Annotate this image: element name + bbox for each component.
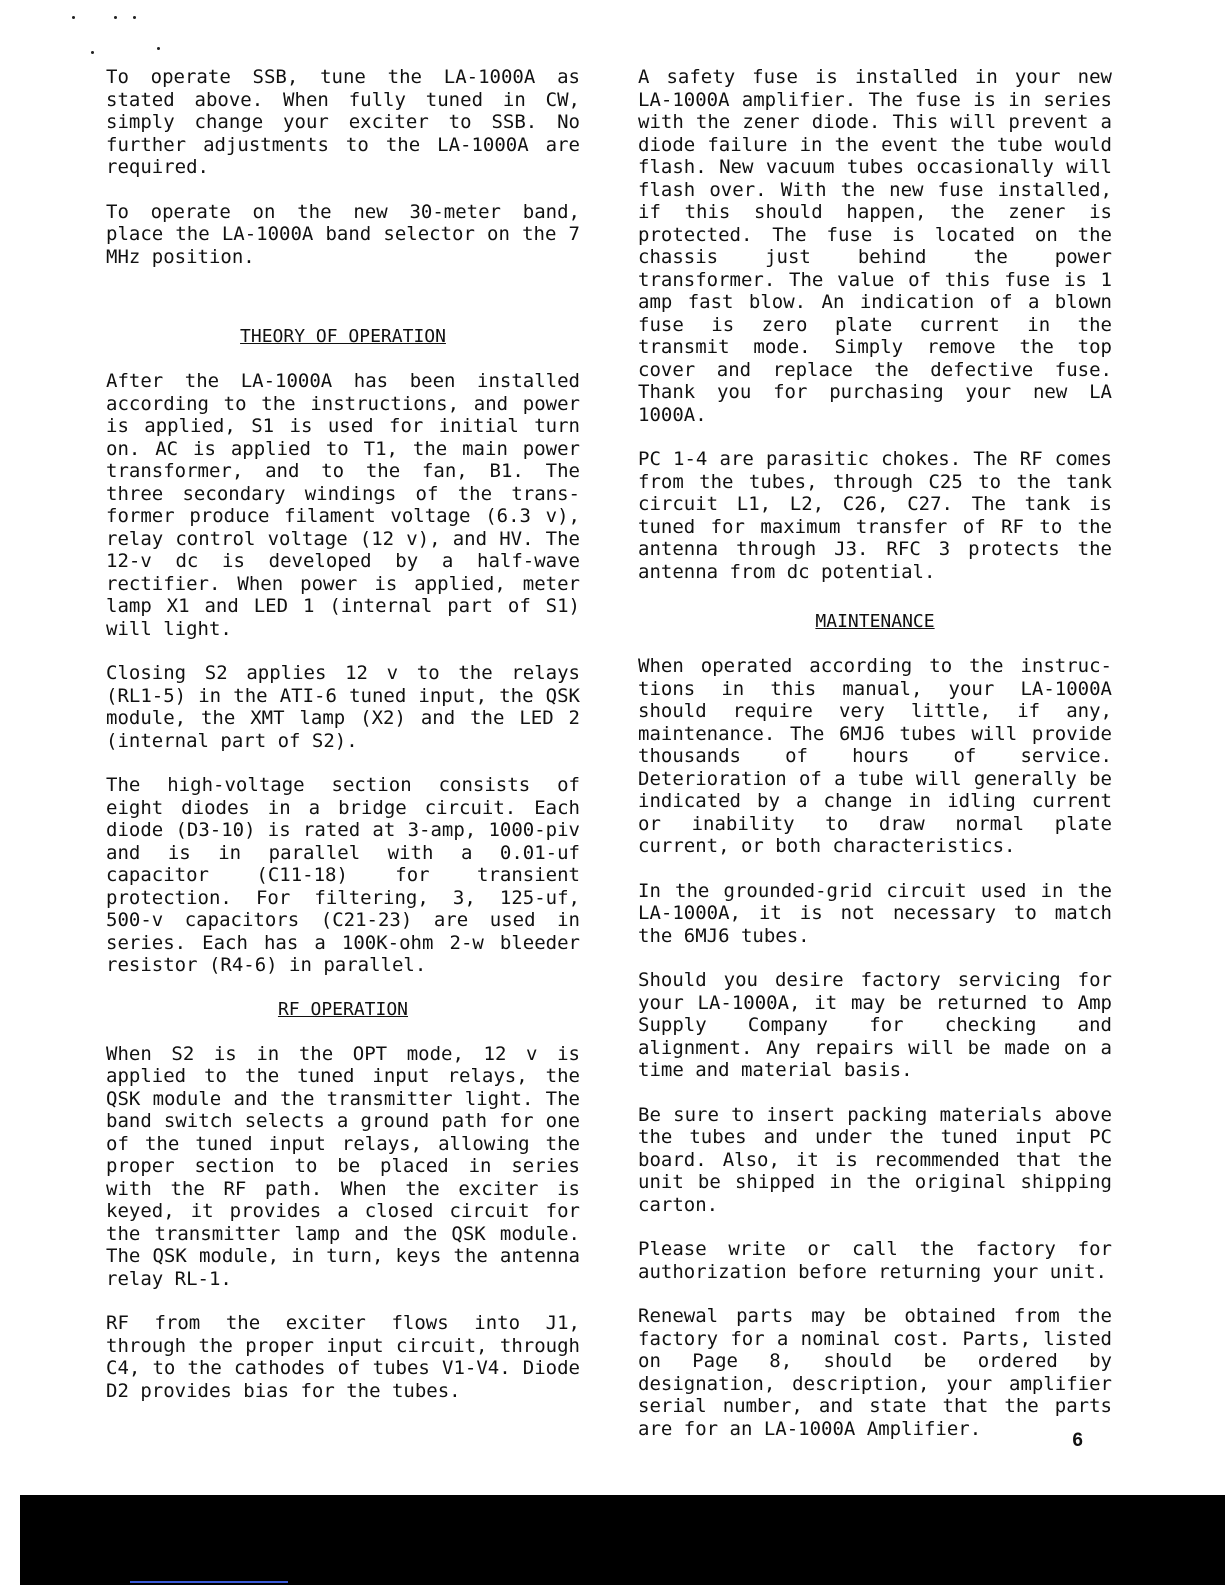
maintenance-paragraph: Renewal parts may be obtained from the factory for a nominal cost. Parts, listed on Page 8, should be ordered by designation, description, your amplifier serial number, and state that the parts are for an LA-1000A Amplifier.	[638, 1305, 1112, 1440]
maintenance-paragraph: Please write or call the factory for authorization before returning your unit.	[638, 1238, 1112, 1283]
page-number: 6	[1072, 1430, 1083, 1451]
maintenance-paragraph: In the grounded-grid circuit used in the LA-1000A, it is not necessary to match the 6MJ6 tubes.	[638, 879, 1112, 947]
maintenance-paragraph: When operated according to the instruc-tions in this manual, your LA-1000A should require very little, if any, maintenance. The 6MJ6 tubes will provide thousands of hours of service. Deterioration of a tube will generally be indicated by a change in idling current or inability to draw normal plate current, or both characteristics.	[638, 655, 1112, 857]
intro-paragraph: To operate SSB, tune the LA-1000A as stated above. When fully tuned in CW, simply change your exciter to SSB. No further adjustments to the LA-1000A are required.	[106, 66, 580, 178]
fuse-paragraph: A safety fuse is installed in your new LA-1000A amplifier. The fuse is in series with the zener diode. This will prevent a diode failure in the event the tube would flash. New vacuum tubes occasionally will flash over. With the new fuse installed, if this should happen, the zener is protected. The fuse is located on the chassis just behind the power transformer. The value of this fuse is 1 amp fast blow. An indication of a blown fuse is zero plate current in the transmit mode. Simply remove the top cover and replace the defective fuse. Thank you for purchasing your new LA 1000A.	[638, 66, 1112, 426]
theory-paragraph: Closing S2 applies 12 v to the relays (RL1-5) in the ATI-6 tuned input, the QSK module, the XMT lamp (X2) and the LED 2 (internal part of S2).	[106, 662, 580, 752]
right-column	[638, 66, 1112, 1462]
rf-paragraph: When S2 is in the OPT mode, 12 v is applied to the tuned input relays, the QSK module and the transmitter light. The band switch selects a ground path for one of the tuned input relays, allowing the proper section to be placed in series with the RF path. When the exciter is keyed, it provides a closed circuit for the transmitter lamp and the QSK module. The QSK module, in turn, keys the antenna relay RL-1.	[106, 1042, 580, 1290]
left-column	[106, 66, 580, 1424]
scan-bottom-band	[20, 1495, 1225, 1585]
scan-speck	[91, 51, 94, 54]
theory-paragraph: After the LA-1000A has been installed according to the instructions, and power is applied, S1 is used for initial turn on. AC is applied to T1, the main power transformer, and to the fan, B1. The three secondary windings of the trans-former produce filament voltage (6.3 v), relay control voltage (12 v), and HV. The 12-v dc is developed by a half-wave rectifier. When power is applied, meter lamp X1 and LED 1 (internal part of S1) will light.	[106, 370, 580, 640]
rf-operation-heading: RF OPERATION	[277, 998, 409, 1020]
scan-speck	[114, 16, 117, 19]
scan-speck	[157, 47, 160, 50]
maintenance-paragraph: Should you desire factory servicing for your LA-1000A, it may be returned to Amp Supply Company for checking and alignment. Any repairs will be made on a time and material basis.	[638, 969, 1112, 1081]
theory-of-operation-heading: THEORY OF OPERATION	[240, 326, 446, 347]
chokes-paragraph: PC 1-4 are parasitic chokes. The RF comes from the tubes, through C25 to the tank circuit L1, L2, C26, C27. The tank is tuned for maximum transfer of RF to the antenna through J3. RFC 3 protects the antenna from dc potential.	[638, 448, 1112, 583]
intro-paragraph: To operate on the new 30-meter band, place the LA-1000A band selector on the 7 MHz position.	[106, 200, 580, 268]
theory-paragraph: The high-voltage section consists of eight diodes in a bridge circuit. Each diode (D3-10) is rated at 3-amp, 1000-piv and is in parallel with a 0.01-uf capacitor (C11-18) for transient protection. For filtering, 3, 125-uf, 500-v capacitors (C21-23) are used in series. Each has a 100K-ohm 2-w bleeder resistor (R4-6) in parallel.	[106, 774, 580, 976]
scan-speck	[72, 16, 75, 19]
scan-blue-line	[130, 1581, 288, 1583]
rf-paragraph: RF from the exciter flows into J1, through the proper input circuit, through C4, to the cathodes of tubes V1-V4. Diode D2 provides bias for the tubes.	[106, 1312, 580, 1402]
scan-speck	[133, 16, 136, 19]
maintenance-paragraph: Be sure to insert packing materials above the tubes and under the tuned input PC board. Also, it is recommended that the unit be shipped in the original shipping carton.	[638, 1103, 1112, 1216]
maintenance-heading: MAINTENANCE	[815, 611, 935, 632]
